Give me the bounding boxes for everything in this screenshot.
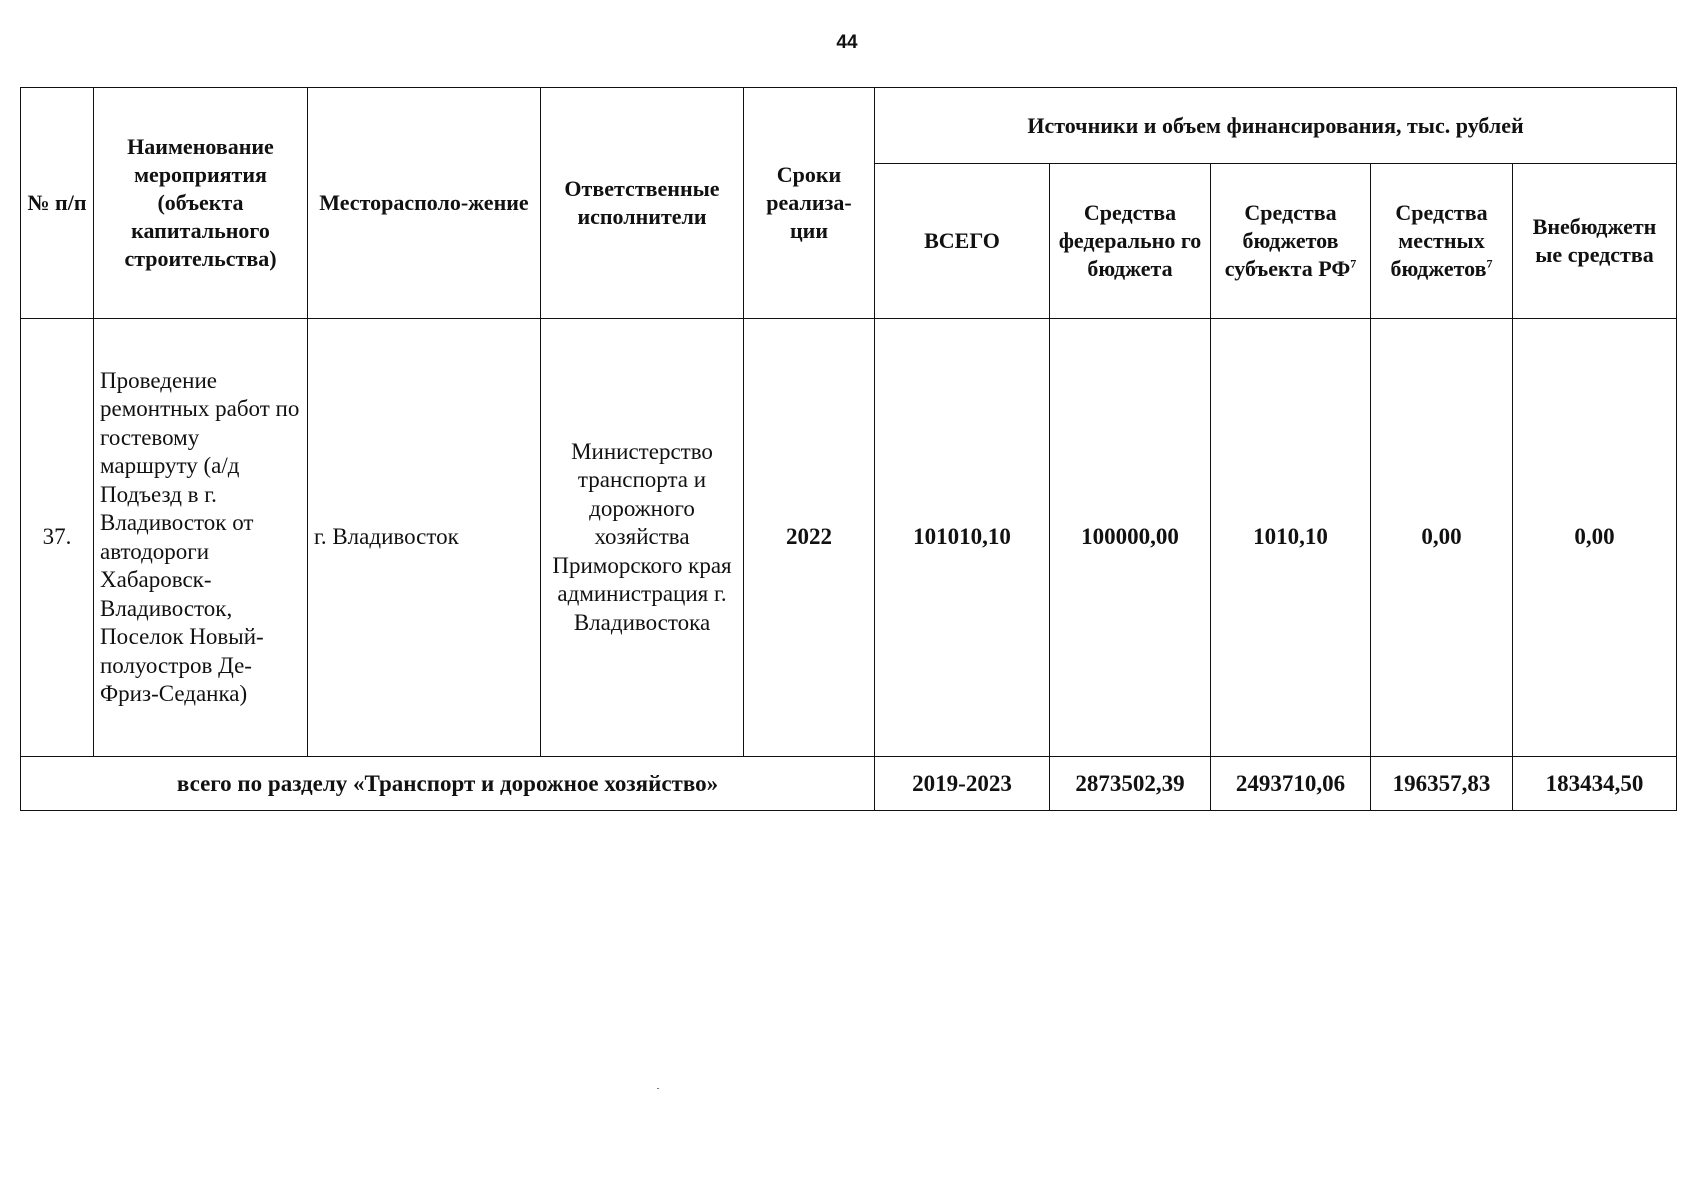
header-local-label: Средства местных бюджетов xyxy=(1390,200,1488,281)
row-regional: 1010,10 xyxy=(1211,319,1371,757)
header-regional-label: Средства бюджетов субъекта РФ xyxy=(1224,200,1351,281)
table-row xyxy=(21,319,1677,757)
row-total: 101010,10 xyxy=(875,319,1050,757)
header-federal: Средства федерально го бюджета xyxy=(1050,164,1211,319)
scan-speck xyxy=(657,1088,659,1089)
row-location: г. Владивосток xyxy=(308,319,541,757)
header-local xyxy=(1371,164,1513,319)
header-location: Месторасполо-жение xyxy=(308,88,541,319)
summary-regional: 196357,83 xyxy=(1371,757,1513,811)
summary-row xyxy=(21,757,1677,811)
header-extrabudget: Внебюджетн ые средства xyxy=(1513,164,1677,319)
page-number: 44 xyxy=(836,32,858,53)
financing-table xyxy=(20,87,1677,811)
header-regional-footnote: 7 xyxy=(1350,256,1357,271)
header-num: № п/п xyxy=(21,88,94,319)
header-row-1 xyxy=(21,88,1677,164)
header-financing-group: Источники и объем финансирования, тыс. рублей xyxy=(875,88,1677,164)
header-responsible: Ответственные исполнители xyxy=(541,88,744,319)
summary-label: всего по разделу «Транспорт и дорожное хозяйство» xyxy=(21,757,875,811)
row-local: 0,00 xyxy=(1371,319,1513,757)
row-extrabudget: 0,00 xyxy=(1513,319,1677,757)
row-name: Проведение ремонтных работ по гостевому маршруту (а/д Подъезд в г. Владивосток от автодороги Хабаровск-Владивосток, Поселок Новый-полуостров Де-Фриз-Седанка) xyxy=(94,319,308,757)
summary-total: 2873502,39 xyxy=(1050,757,1211,811)
row-federal: 100000,00 xyxy=(1050,319,1211,757)
header-regional xyxy=(1211,164,1371,319)
summary-period: 2019-2023 xyxy=(875,757,1050,811)
header-total: ВСЕГО xyxy=(875,164,1050,319)
summary-local: 183434,50 xyxy=(1513,757,1677,811)
header-terms: Сроки реализа-ции xyxy=(744,88,875,319)
summary-federal: 2493710,06 xyxy=(1211,757,1371,811)
header-local-footnote: 7 xyxy=(1486,256,1493,271)
row-responsible: Министерство транспорта и дорожного хозяйства Приморского края администрация г. Владивостока xyxy=(541,319,744,757)
header-name: Наименование мероприятия (объекта капитального строительства) xyxy=(94,88,308,319)
row-year: 2022 xyxy=(744,319,875,757)
row-num: 37. xyxy=(21,319,94,757)
